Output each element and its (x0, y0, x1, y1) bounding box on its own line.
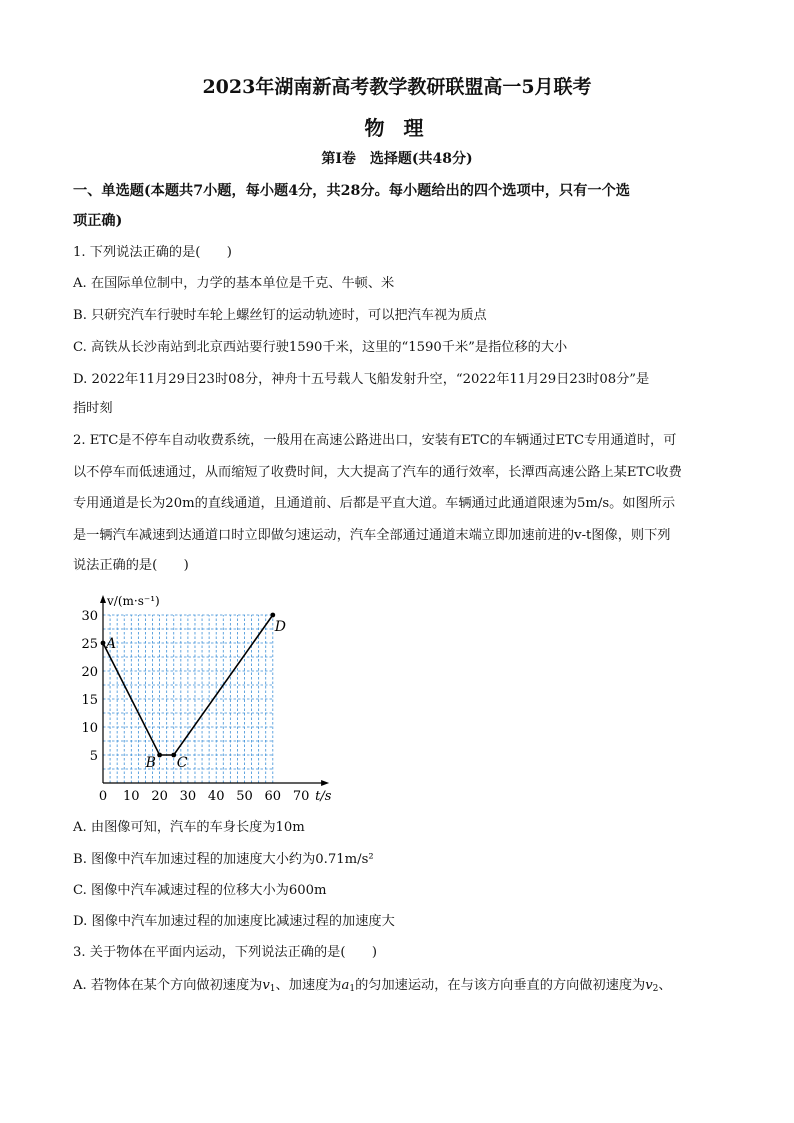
q3-var-v2: v (645, 978, 653, 993)
q3-option-a-mid1: 、加速度为 (275, 978, 342, 993)
q2-stem-line3: 专用通道是长为20m的直线通道，且通道前、后都是平直大道。车辆通过此通道限速为5m/s。如图所示 (73, 496, 676, 511)
q1-option-b: B. 只研究汽车行驶时车轮上螺丝钉的运动轨迹时，可以把汽车视为质点 (73, 308, 487, 323)
point-c (171, 753, 176, 758)
q1-option-d-line1: D. 2022年11月29日23时08分，神舟十五号载人飞船发射升空，“2022年11月29日23时08分”是 (73, 372, 650, 387)
x-axis-label: t/s (315, 789, 332, 804)
x-tick-label: 70 (292, 789, 310, 804)
x-tick-label: 30 (179, 789, 197, 804)
part-title: 第Ⅰ卷 选择题(共48分) (321, 151, 473, 167)
point-label-d: D (274, 619, 287, 635)
point-label-a: A (106, 636, 117, 652)
vt-chart-svg (78, 585, 348, 810)
q1-option-a: A. 在国际单位制中，力学的基本单位是千克、牛顿、米 (73, 276, 395, 291)
x-tick-label: 0 (98, 789, 108, 804)
point-label-b: B (145, 755, 156, 771)
q3-option-a (73, 976, 723, 999)
y-axis-arrow (100, 595, 106, 603)
point-b (157, 753, 162, 758)
x-axis-arrow (321, 780, 329, 786)
x-tick-label: 60 (264, 789, 282, 804)
x-tick-label: 10 (123, 789, 140, 804)
x-tick-label: 50 (236, 789, 253, 804)
point-d (270, 613, 275, 618)
q3-option-a-mid2: 的匀加速运动，在与该方向垂直的方向做初速度为 (355, 978, 646, 993)
y-tick-label: 10 (81, 721, 98, 736)
q2-stem-line2: 以不停车而低速通过，从而缩短了收费时间，大大提高了汽车的通行效率，长潭西高速公路上某ETC收费 (73, 465, 682, 480)
q2-stem-line4: 是一辆汽车减速到达通道口时立即做匀速运动，汽车全部通过通道末端立即加速前进的v-t图像，则下列 (73, 528, 671, 543)
y-tick-label: 15 (81, 693, 98, 708)
q3-var-v: v (262, 978, 270, 993)
q3-var-a: a (341, 978, 350, 993)
q2-option-b: B. 图像中汽车加速过程的加速度大小约为0.71m/s² (73, 852, 374, 867)
q3-sub-1: 1 (269, 984, 276, 994)
section-heading-line1: 一、单选题(本题共7小题，每小题4分，共28分。每小题给出的四个选项中，只有一个选 (73, 183, 630, 199)
q3-stem: 3. 关于物体在平面内运动，下列说法正确的是( ) (73, 945, 377, 960)
point-a (101, 641, 106, 646)
x-tick-label: 20 (151, 789, 168, 804)
q2-option-a: A. 由图像可知，汽车的车身长度为10m (73, 820, 305, 835)
exam-title: 2023年湖南新高考教学教研联盟高一5月联考 (202, 76, 592, 98)
y-axis-label: v/(m·s⁻¹) (107, 594, 160, 608)
section-heading-line2: 项正确) (73, 213, 123, 229)
y-tick-label: 25 (81, 637, 98, 652)
q3-sub-2: 1 (349, 984, 356, 994)
q2-option-c: C. 图像中汽车减速过程的位移大小为600m (73, 883, 327, 898)
q1-option-c: C. 高铁从长沙南站到北京西站要行驶1590千米，这里的“1590千米”是指位移的大小 (73, 340, 568, 355)
q1-option-d-line2: 指时刻 (73, 401, 113, 416)
q3-sub-3: 2 (652, 984, 659, 994)
y-tick-label: 30 (81, 609, 98, 624)
q3-option-a-pre: A. 若物体在某个方向做初速度为 (73, 978, 263, 993)
point-label-c: C (176, 755, 188, 771)
y-tick-label: 20 (81, 665, 98, 680)
y-tick-label: 5 (89, 749, 98, 764)
vt-chart (78, 585, 348, 810)
q1-stem: 1. 下列说法正确的是( ) (73, 245, 232, 260)
subject-title: 物 理 (364, 116, 430, 140)
x-tick-label: 40 (207, 789, 225, 804)
q2-option-d: D. 图像中汽车加速过程的加速度比减速过程的加速度大 (73, 914, 395, 929)
q2-stem-line5: 说法正确的是( ) (73, 558, 189, 573)
q3-option-a-end: 、 (658, 978, 672, 993)
q2-stem-line1: 2. ETC是不停车自动收费系统，一般用在高速公路进出口，安装有ETC的车辆通过ETC专用通道时，可 (73, 433, 677, 448)
